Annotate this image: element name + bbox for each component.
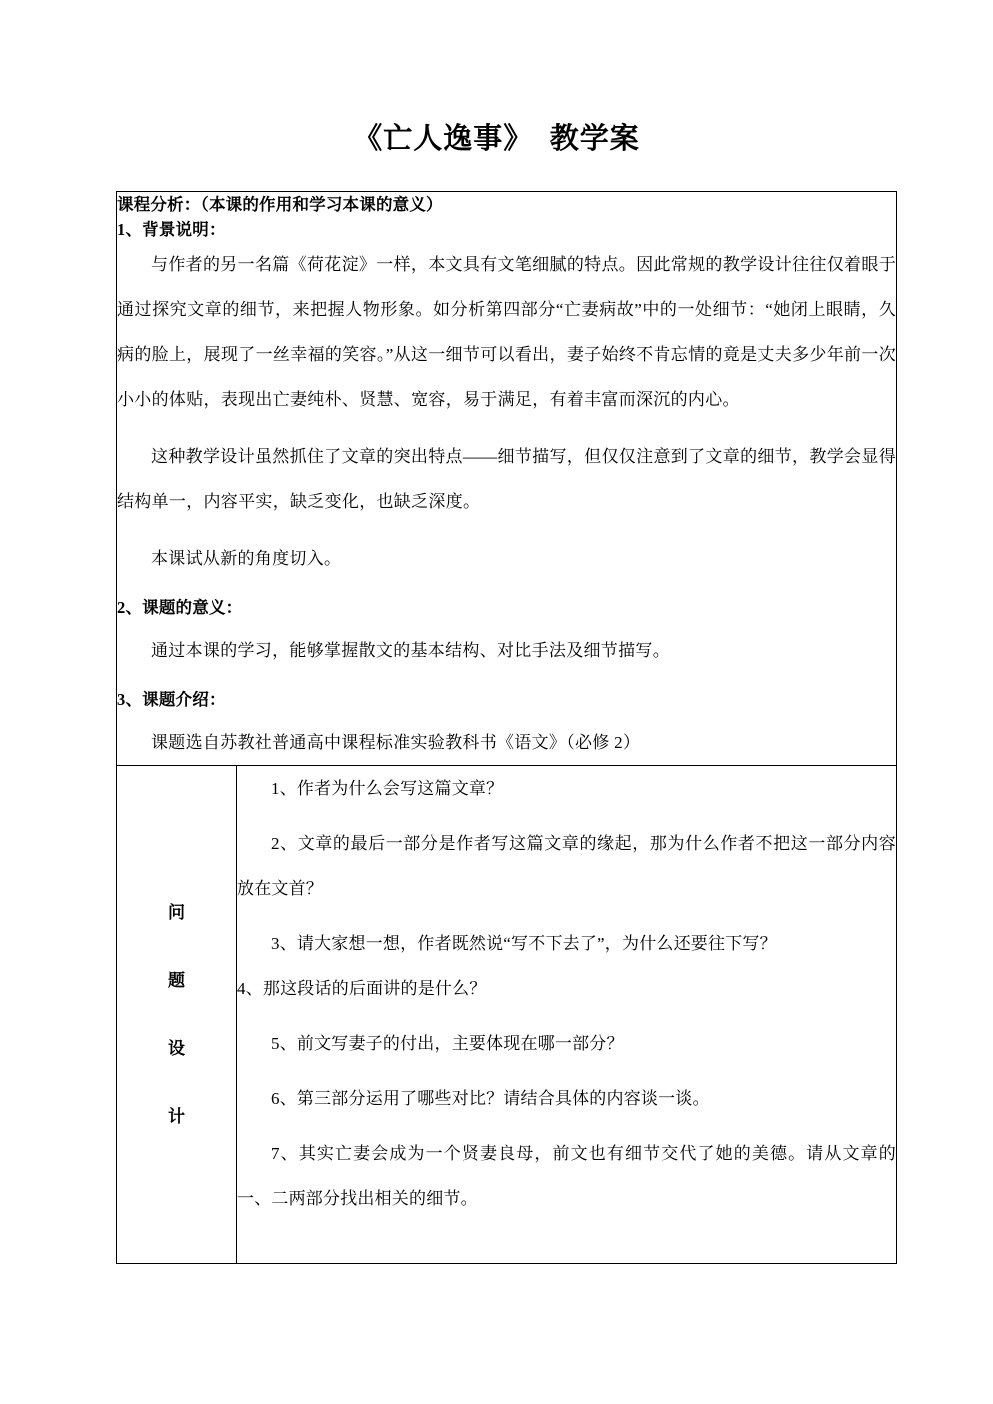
- topic-introduction-heading: 3、课题介绍：: [117, 690, 226, 709]
- label-char-4: 计: [168, 1106, 185, 1126]
- table-row-analysis: [117, 192, 897, 766]
- course-analysis-header: 课程分析：（本课的作用和学习本课的意义）: [117, 195, 443, 214]
- question-item: 3、请大家想一想，作者既然说“写不下去了”，为什么还要往下写？: [271, 934, 777, 953]
- question-item: 7、其实亡妻会成为一个贤妻良母，前文也有细节交代了她的美德。请从文章的一、二两部分找出相关的细节。: [237, 1144, 896, 1208]
- question-design-label-stack: [117, 766, 236, 1263]
- topic-introduction-paragraph: 课题选自苏教社普通高中课程标准实验教科书《语文》（必修 2）: [151, 733, 641, 752]
- table-row-question-design: [117, 766, 897, 1264]
- background-heading: 1、背景说明：: [117, 220, 226, 239]
- question-design-label-cell: [117, 766, 237, 1264]
- label-char-2: 题: [168, 970, 185, 990]
- background-paragraph-2: 这种教学设计虽然抓住了文章的突出特点——细节描写，但仅仅注意到了文章的细节，教学会显得结构单一，内容平实，缺乏变化，也缺乏深度。: [117, 447, 896, 511]
- question-item: 6、第三部分运用了哪些对比？请结合具体的内容谈一谈。: [271, 1089, 710, 1108]
- background-paragraph-3: 本课试从新的角度切入。: [151, 549, 342, 568]
- question-item: 2、文章的最后一部分是作者写这篇文章的缘起，那为什么作者不把这一部分内容放在文首？: [237, 834, 896, 898]
- question-list-cell: [237, 766, 897, 1264]
- question-item: 1、作者为什么会写这篇文章？: [271, 779, 504, 798]
- topic-significance-heading: 2、课题的意义：: [117, 598, 243, 617]
- lesson-plan-table: [116, 191, 897, 1264]
- page-title: 《亡人逸事》 教学案: [353, 123, 640, 155]
- label-char-3: 设: [168, 1038, 185, 1058]
- question-item: 5、前文写妻子的付出，主要体现在哪一部分？: [271, 1034, 624, 1053]
- course-analysis-cell: [117, 192, 897, 766]
- question-item: 4、那这段话的后面讲的是什么？: [237, 979, 487, 998]
- topic-significance-paragraph: 通过本课的学习，能够掌握散文的基本结构、对比手法及细节描写。: [151, 641, 670, 660]
- background-paragraph-1: 与作者的另一名篇《荷花淀》一样，本文具有文笔细腻的特点。因此常规的教学设计往往仅着眼于通过探究文章的细节，来把握人物形象。如分析第四部分“亡妻病故”中的一处细节：“她闭上眼睛，久病的脸上，展现了一丝幸福的笑容。”从这一细节可以看出，妻子始终不肯忘情的竟是丈夫多少年前一次小小的体贴，表现出亡妻纯朴、贤慧、宽容，易于满足，有着丰富而深沉的内心。: [117, 255, 896, 409]
- label-char-1: 问: [168, 902, 185, 922]
